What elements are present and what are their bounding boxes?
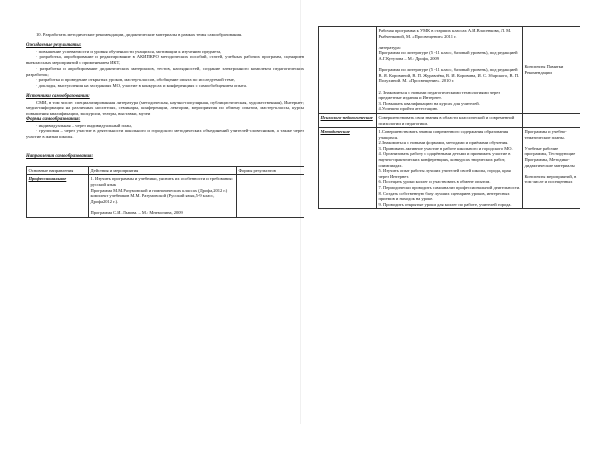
table-header-cell: Основные направления [27,166,89,175]
cell-line: 4. Организовать работу с одарёнными детьми и принимать участие в научно-практических конференциях, конкурсах творческих работ, олимпиадах. [378,151,511,168]
actions-cell: Совершенствовать свои знания в области классической и современной психологии и педагогики. [377,113,523,127]
list-item: · разработка и апробирование дидактических материалов, тестов, наглядностей, создание электронного комплекта педагогических разработок; [26,65,304,77]
cell-line: 8. Создать собственную базу лучших сценариев уроков, интересных приемов и находок на уроке. [378,190,510,202]
actions-cell [377,128,523,209]
directions-heading: Направления самообразования: [26,153,94,159]
list-item: · доклады, выступления на заседаниях МО, участие в конкурсах и конференциях с самообобщением опыта. [36,82,248,88]
list-item: · индивидуальная – через индивидуальный план, [36,122,132,128]
cell-line: Учебные рабочие программы, Тестирующие Программы, Методико-дидактические материалы [524,145,576,168]
table-row [319,113,581,127]
cell-line: Программа по литературе (5 -11 класс, базовый уровень), под редакцией В. Я. Коровиной, В. П. Журавлёва, В. И. Коровина, И. С. Збарского, В. П. Полухиной. М. «Просвещение». 2010 г. [378,67,520,84]
cell-line: Программы и учебно-тематические планы. [524,129,567,140]
cell-line: Программа С.И. Львова. – М.: Мнемозина, 2009 [90,210,183,215]
direction-label [319,27,377,114]
intro-paragraph: 10. Разработать методические рекомендации, дидактические материалы в рамках темы самообразования. [36,32,243,37]
sources-heading: Источники самообразования: [26,93,90,99]
direction-label: Методические [319,128,377,209]
direction-label: Профессиональное [27,175,89,217]
cell-line: 3. Принимать активное участие в работе школьного и городского МО. [378,145,513,151]
actions-cell [377,27,523,114]
cell-line: 1.Совершенствовать знания современного содержания образования учащихся. [378,129,509,140]
table-header-cell: Формы результатов [237,166,305,175]
cell-line: 6. Посещать уроки коллег и участвовать в обмене опытом. [378,179,491,185]
cell-line: 9. Проводить открытые уроки для коллег по работе, учителей города. [378,201,512,207]
cell-line: 2.Знакомиться с новыми формами, методами и приёмами обучения. [378,140,509,146]
forms-heading: Формы самообразования: [26,116,81,122]
table-row [27,175,305,217]
results-cell: Конспекты Памятки Рекомендации [523,27,581,114]
cell-line: 1. Изучить программы и учебники, уяснить их особенности и требования: [90,176,233,182]
table-header-row [27,166,305,175]
sources-paragraph: СМИ, в том числе: специализированная литература (методическая, научно-популярная, публицистическая, художественная), Интернет; медиа-информация на различных носителях, семинары, конференции, лектории, мероприятия по обмену опытом, мастер-классы, курсы повышения квалификации, экскурсии, театры, выставки, музеи [26,99,304,117]
cell-line: Программа М.М.Разумовской и гимназических классах (Дрофа,2012 г.) комплект учебников М.М. Разумовской (Русский язык,5-9 класс, Дрофа2012 г.). [90,187,228,204]
directions-table-continued [318,26,580,209]
table-row [319,128,581,209]
table-row [319,27,581,114]
cell-line: 4.Успешно пройти аттестацию. [378,106,439,112]
list-item: · разработка и проведение открытых уроков, мастер-классов, обобщение опыта по исследуемой теме, [36,77,235,83]
cell-line: литература: [378,44,401,50]
cell-line: 5. Изучить опыт работы лучших учителей своей школы, города, края через Интернет. [378,168,511,179]
results-cell [523,128,581,209]
expected-results-heading: Ожидаемые результаты: [26,42,82,48]
directions-table [26,166,304,218]
direction-label: Психолого-педагогические [319,113,377,127]
list-item: · разработка, апробирование и редактирование в АКИПКРО методических пособий, статей, учебных рабочих программ, сценариев внеклассных мероприятий с применением ИКТ, [26,54,304,66]
expected-results-list [26,49,304,89]
list-item: · групповая – через участие в деятельности школьного и городского методических объединений учителей-словесников, а также через участие в жизни школы. [26,128,304,140]
cell-line: Программа по литературе (5 -11 класс, базовый уровень), под редакцией А.Г.Кутузова – М.: Дрофа, 2009 [378,50,518,61]
cell-line: Конспекты мероприятий, в том числе и посещенных [524,173,577,185]
cell-line: русский язык [90,182,117,188]
cell-line: 7. Периодически проводить самоанализ профессиональной деятельности. [378,185,521,191]
cell-line: 3. Повышать квалификацию на курсах для учителей. [378,100,480,106]
actions-cell [89,175,237,217]
results-cell [237,175,305,217]
right-page [318,26,580,450]
left-page [26,32,304,456]
list-item: · повышение успеваемости и уровня обученности учащихся, мотивации к изучению предмета, [36,48,222,54]
table-header-cell: Действия и мероприятия [89,166,237,175]
cell-line: Рабочая программа к УМК в старших классах А.И.Власенкова, Л. М. Рыбченковой, М. «Просвещение» 2011 г. [378,28,512,39]
results-cell [523,113,581,127]
cell-line: 2. Знакомиться с новыми педагогическими технологиями через предметные издания и Интернет. [378,89,501,101]
